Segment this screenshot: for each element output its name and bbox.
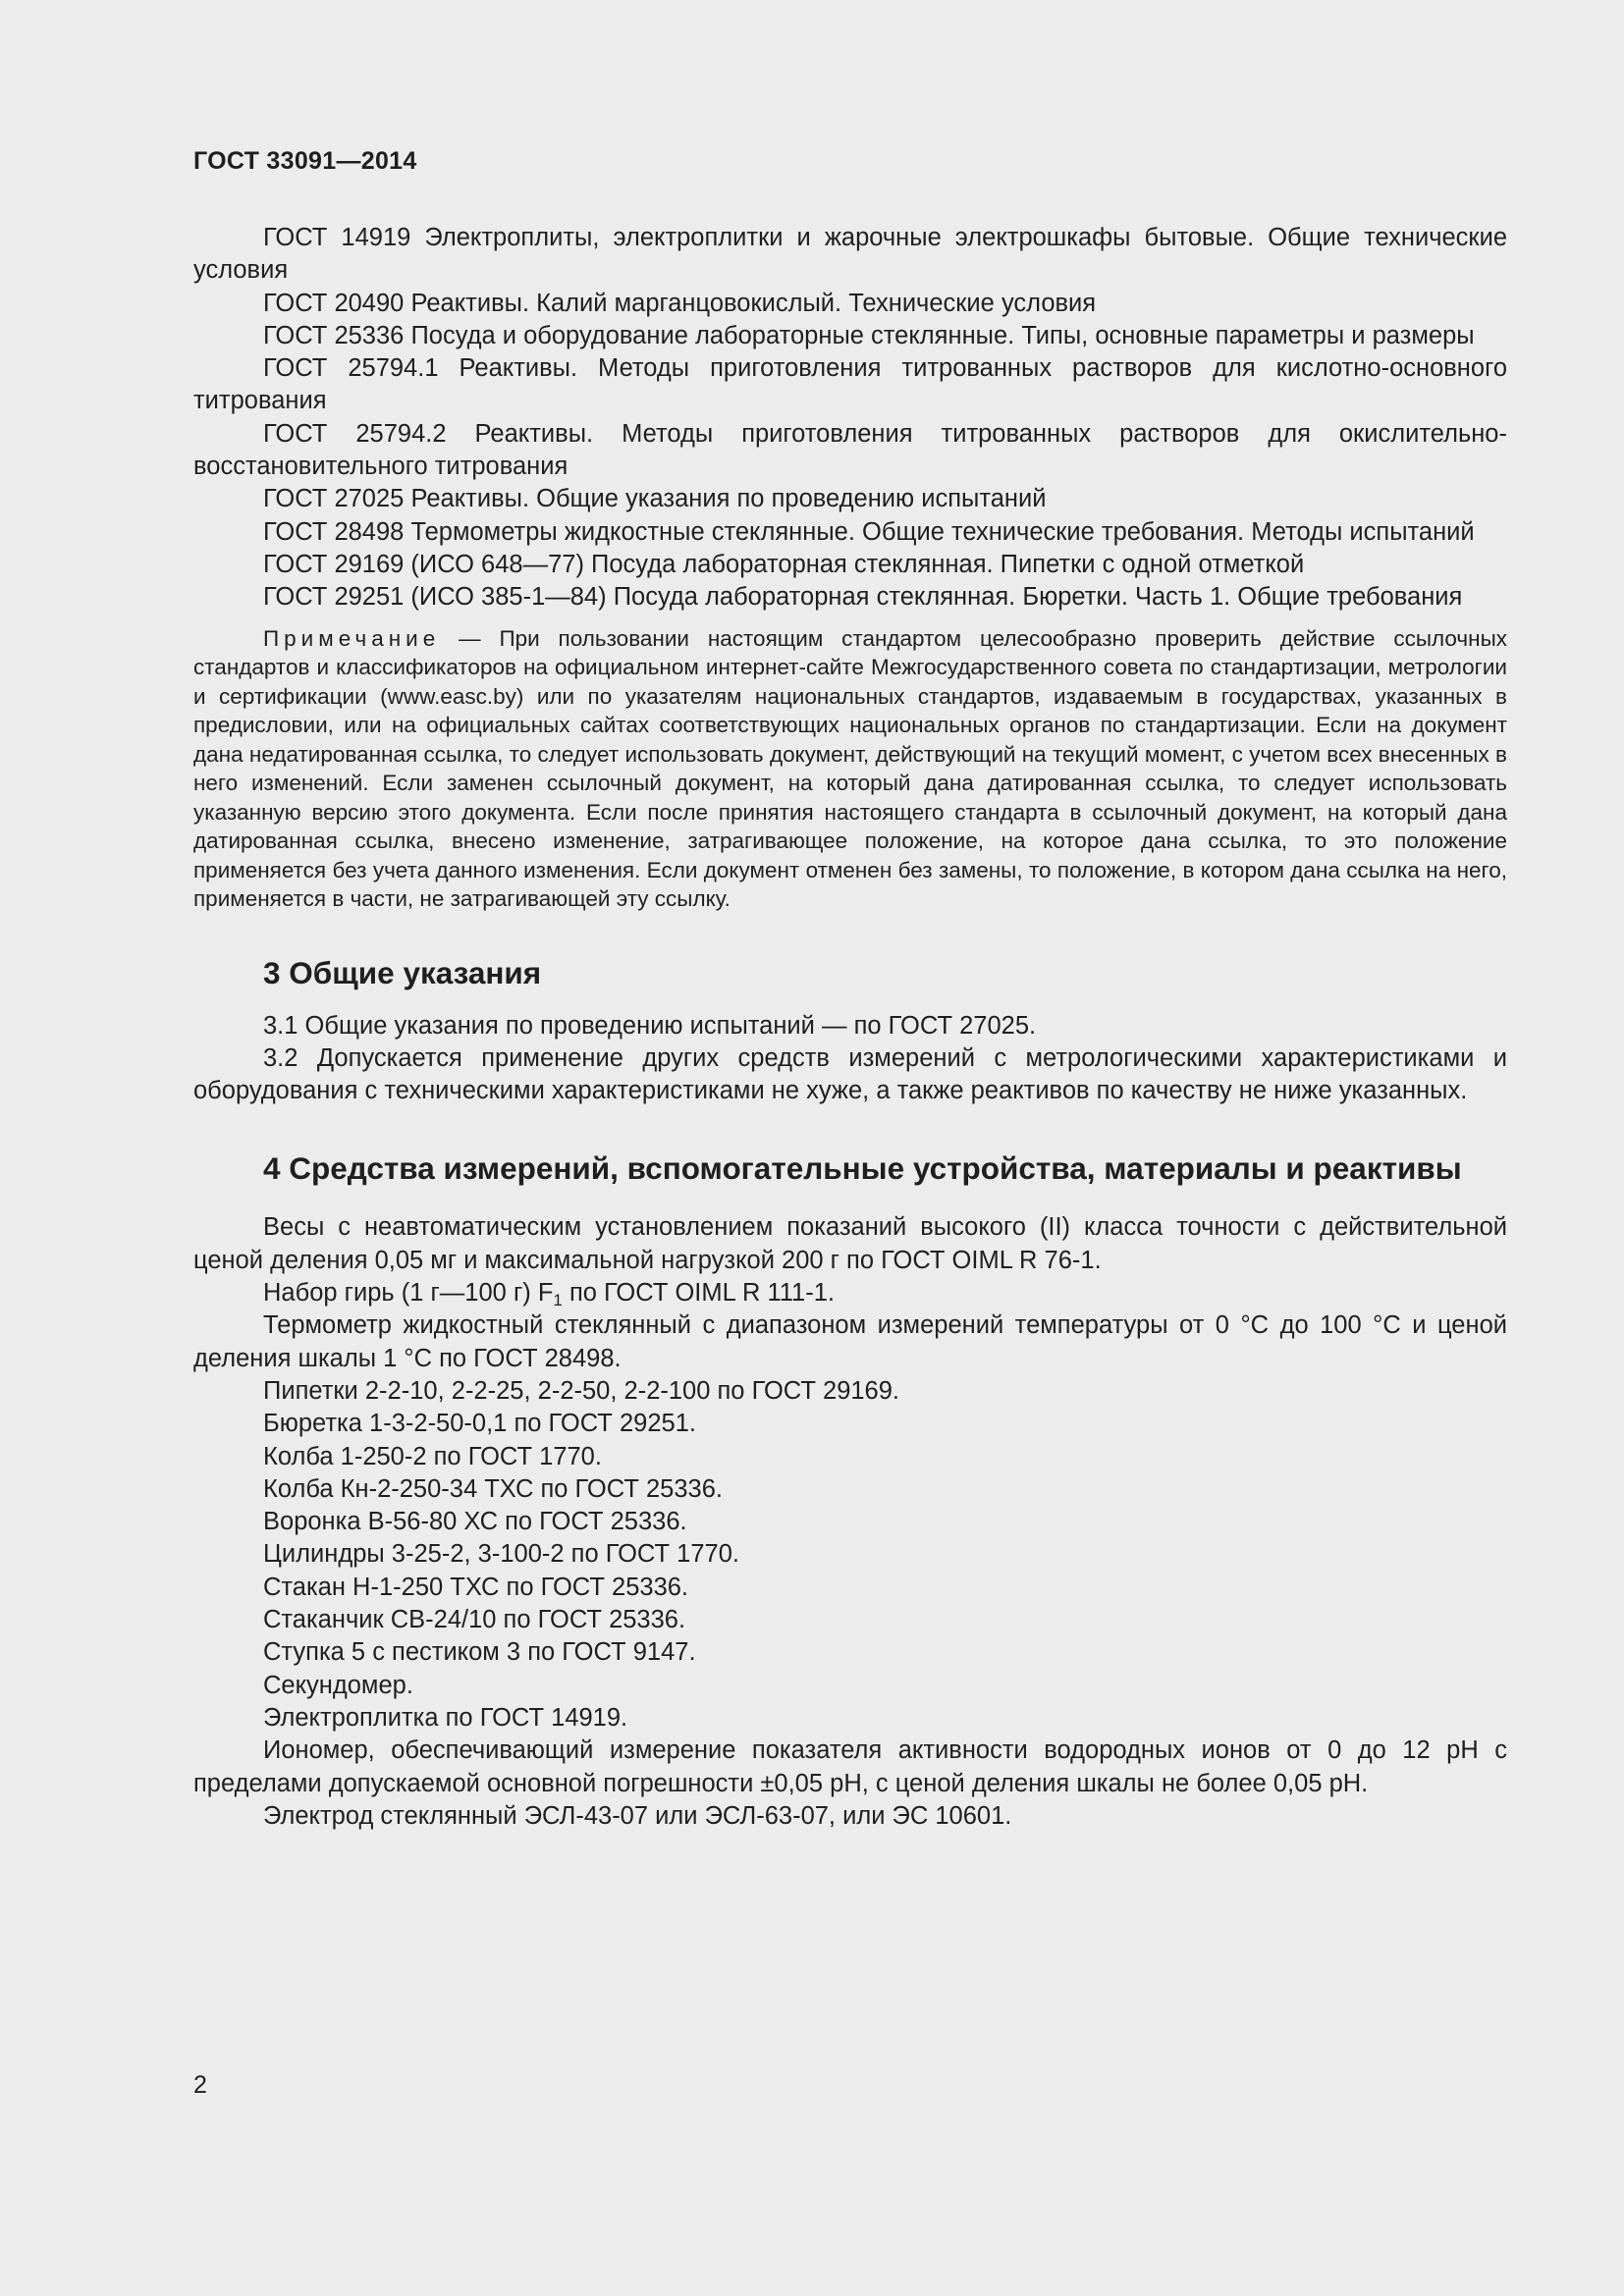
reference-entry: ГОСТ 20490 Реактивы. Калий марганцовокислый. Технические условия [263,289,1097,317]
section-3-heading: 3 Общие указания [263,954,542,990]
normative-references-list [193,222,1507,614]
equipment-item: Стаканчик СВ-24/10 по ГОСТ 25336. [263,1606,686,1634]
equipment-item: Электрод стеклянный ЭСЛ-43-07 или ЭСЛ-63-07, или ЭС 10601. [263,1801,1012,1830]
equipment-item: Секундомер. [263,1671,413,1699]
equipment-item: Набор гирь (1 г—100 г) $F_1$ по ГОСТ OIML R 111-1. [263,1279,835,1310]
equipment-item: Бюретка 1-3-2-50-0,1 по ГОСТ 29251. [263,1410,696,1438]
reference-entry: ГОСТ 25794.2 Реактивы. Методы приготовления титрованных растворов для окислительно-восстановительного титрования [193,419,1507,481]
equipment-item: Цилиндры 3-25-2, 3-100-2 по ГОСТ 1770. [263,1540,739,1569]
equipment-item: Колба Кн-2-250-34 ТХС по ГОСТ 25336. [263,1474,723,1503]
page-number: 2 [193,2071,207,2099]
reference-entry: ГОСТ 14919 Электроплиты, электроплитки и жарочные электрошкафы бытовые. Общие технические условия [193,224,1508,285]
reference-entry: ГОСТ 28498 Термометры жидкостные стеклянные. Общие технические требования. Методы испытаний [263,517,1475,546]
equipment-item: Иономер, обеспечивающий измерение показателя активности водородных ионов от 0 до 12 рН с пределами допускаемой основной погрешности ±0,05 рН, с ценой деления шкалы не более 0,05 рН. [193,1736,1507,1797]
equipment-item: Колба 1-250-2 по ГОСТ 1770. [263,1442,602,1470]
section-3-item: 3.2 Допускается применение других средств измерений с метрологическими характеристиками и оборудования с техническими характеристиками не хуже, а также реактивов по качеству не ниже указанных. [193,1043,1507,1105]
document-header: ГОСТ 33091—2014 [193,147,417,175]
reference-entry: ГОСТ 29169 (ИСО 648—77) Посуда лабораторная стеклянная. Пипетки с одной отметкой [263,550,1305,578]
equipment-item: Стакан Н-1-250 ТХС по ГОСТ 25336. [263,1573,689,1601]
equipment-item: Термометр жидкостный стеклянный с диапазоном измерений температуры от 0 °С до 100 °С и ценой деления шкалы 1 °С по ГОСТ 28498. [193,1311,1507,1372]
equipment-item: Весы с неавтоматическим установлением показаний высокого (II) класса точности с действительной ценой деления 0,05 мг и максимальной нагрузкой 200 г по ГОСТ OIML R 76-1. [193,1213,1507,1274]
equipment-item: Электроплитка по ГОСТ 14919. [263,1703,628,1732]
reference-entry: ГОСТ 25794.1 Реактивы. Методы приготовления титрованных растворов для кислотно-основного титрования [193,354,1507,415]
reference-entry: ГОСТ 27025 Реактивы. Общие указания по проведению испытаний [263,485,1047,513]
equipment-item: Ступка 5 с пестиком 3 по ГОСТ 9147. [263,1638,696,1667]
note-paragraph [193,624,1507,914]
section-3-item: 3.1 Общие указания по проведению испытаний — по ГОСТ 27025. [263,1011,1037,1040]
equipment-item: Пипетки 2-2-10, 2-2-25, 2-2-50, 2-2-100 по ГОСТ 29169. [263,1376,900,1405]
note-text: — При пользовании настоящим стандартом целесообразно проверить действие ссылочных стандартов и классификаторов на официальном интернет-сайте Межгосударственного совета по стандартизации, метрологии и сертификации (www.easc.by) или по указателям национальных стандартов, издаваемым в государствах, указанных в предисловии, или на официальных сайтах соответствующих национальных органов по стандартизации. Если на документ дана недатированная ссылка, то следует использовать документ, действующий на текущий момент, с учетом всех внесенных в него изменений. Если заменен ссылочный документ, на который дана датированная ссылка, то следует использовать указанную версию этого документа. Если после принятия настоящего стандарта в ссылочный документ, на который дана датированная ссылка, внесено изменение, затрагивающее положение, на которое дана ссылка, то это положение применяется без учета данного изменения. Если документ отменен без замены, то положение, в котором дана ссылка на него, применяется в части, не затрагивающей эту ссылку. [193,625,1507,912]
section-4-heading: 4 Средства измерений, вспомогательные устройства, материалы и реактивы [263,1150,1462,1187]
reference-entry: ГОСТ 29251 (ИСО 385-1—84) Посуда лабораторная стеклянная. Бюретки. Часть 1. Общие требования [263,583,1463,612]
note-label: Примечание [263,625,441,651]
equipment-item: Воронка В-56-80 ХС по ГОСТ 25336. [263,1508,687,1536]
reference-entry: ГОСТ 25336 Посуда и оборудование лабораторные стеклянные. Типы, основные параметры и размеры [263,321,1475,349]
page-content [193,222,1507,1833]
